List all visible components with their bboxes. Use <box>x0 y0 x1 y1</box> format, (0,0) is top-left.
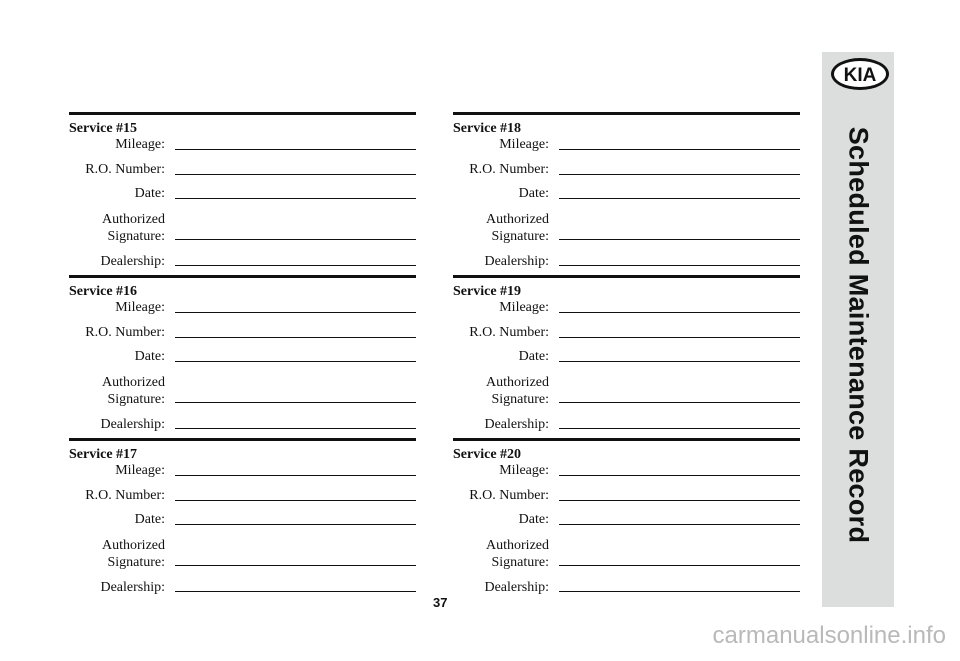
ro-number-label: R.O. Number: <box>85 162 165 177</box>
mileage-line <box>559 475 800 476</box>
ro-number-line <box>175 500 416 501</box>
signature-line <box>175 565 416 566</box>
logo-text: KIA <box>843 65 877 86</box>
service-block <box>453 112 800 275</box>
section-title: Scheduled Maintenance Record <box>843 126 874 544</box>
mileage-line <box>175 475 416 476</box>
ro-number-line <box>175 337 416 338</box>
signature-label: Authorized Signature: <box>486 212 549 244</box>
date-label: Date: <box>518 349 549 364</box>
signature-label: Authorized Signature: <box>486 538 549 570</box>
dealership-line <box>175 265 416 266</box>
service-title: Service #15 <box>69 121 138 136</box>
mileage-label: Mileage: <box>115 137 165 152</box>
dealership-line <box>559 265 800 266</box>
signature-label: Authorized Signature: <box>102 538 165 570</box>
signature-line <box>559 565 800 566</box>
dealership-line <box>175 428 416 429</box>
mileage-label: Mileage: <box>499 463 549 478</box>
ro-number-label: R.O. Number: <box>469 162 549 177</box>
ro-number-line <box>559 500 800 501</box>
date-line <box>559 361 800 362</box>
ro-number-line <box>559 174 800 175</box>
dealership-label: Dealership: <box>100 417 165 432</box>
dealership-label: Dealership: <box>484 254 549 269</box>
service-title: Service #16 <box>69 284 138 299</box>
ro-number-label: R.O. Number: <box>85 488 165 503</box>
ro-number-label: R.O. Number: <box>469 325 549 340</box>
left-column <box>69 112 416 601</box>
signature-line <box>559 239 800 240</box>
date-label: Date: <box>518 512 549 527</box>
date-line <box>559 524 800 525</box>
signature-line <box>559 402 800 403</box>
mileage-label: Mileage: <box>499 137 549 152</box>
date-line <box>175 198 416 199</box>
dealership-label: Dealership: <box>484 580 549 595</box>
date-label: Date: <box>134 349 165 364</box>
signature-label: Authorized Signature: <box>102 375 165 407</box>
dealership-line <box>559 591 800 592</box>
mileage-line <box>175 312 416 313</box>
dealership-line <box>175 591 416 592</box>
mileage-line <box>559 312 800 313</box>
date-line <box>175 524 416 525</box>
date-label: Date: <box>518 186 549 201</box>
service-title: Service #20 <box>453 447 522 462</box>
page-number: 37 <box>433 595 448 610</box>
service-block <box>453 438 800 601</box>
service-block <box>453 275 800 438</box>
kia-logo <box>829 55 891 93</box>
ro-number-line <box>175 174 416 175</box>
dealership-label: Dealership: <box>484 417 549 432</box>
dealership-line <box>559 428 800 429</box>
mileage-label: Mileage: <box>115 463 165 478</box>
date-label: Date: <box>134 512 165 527</box>
ro-number-label: R.O. Number: <box>85 325 165 340</box>
signature-line <box>175 239 416 240</box>
service-title: Service #18 <box>453 121 522 136</box>
signature-line <box>175 402 416 403</box>
watermark: carmanualsonline.info <box>712 622 946 649</box>
service-title: Service #19 <box>453 284 522 299</box>
signature-label: Authorized Signature: <box>102 212 165 244</box>
date-line <box>175 361 416 362</box>
mileage-label: Mileage: <box>115 300 165 315</box>
mileage-line <box>559 149 800 150</box>
service-block <box>69 275 416 438</box>
date-label: Date: <box>134 186 165 201</box>
ro-number-line <box>559 337 800 338</box>
right-column <box>453 112 800 601</box>
date-line <box>559 198 800 199</box>
service-title: Service #17 <box>69 447 138 462</box>
dealership-label: Dealership: <box>100 254 165 269</box>
signature-label: Authorized Signature: <box>486 375 549 407</box>
mileage-label: Mileage: <box>499 300 549 315</box>
mileage-line <box>175 149 416 150</box>
service-block <box>69 438 416 601</box>
dealership-label: Dealership: <box>100 580 165 595</box>
service-block <box>69 112 416 275</box>
ro-number-label: R.O. Number: <box>469 488 549 503</box>
